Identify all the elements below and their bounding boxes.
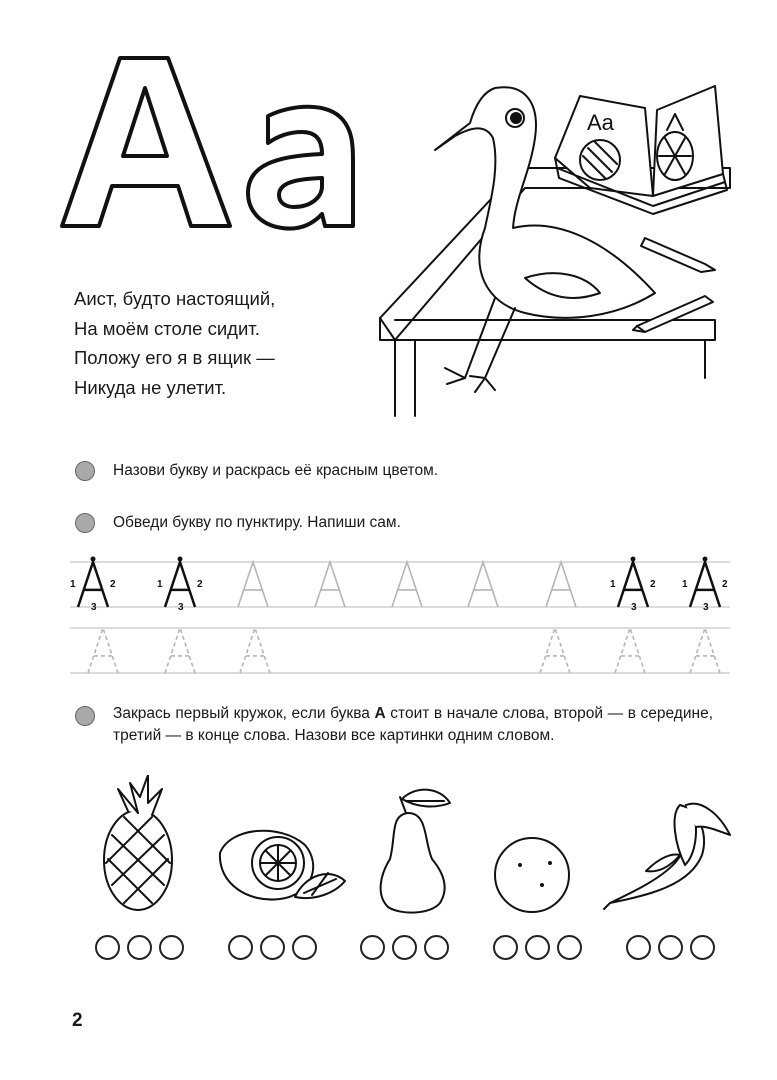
stroke-label-1: 1: [610, 579, 616, 590]
poem-line: Аист, будто настоящий,: [74, 288, 276, 309]
tracing-outline-letter: [392, 562, 422, 607]
answer-circles-3: [360, 935, 449, 960]
lemon-icon: [220, 831, 345, 900]
task3-text: [113, 703, 713, 747]
tracing-dashed-letter: [540, 628, 570, 673]
book-letters: Aa: [587, 110, 614, 135]
task3-letter: А: [374, 705, 386, 722]
tracing-dashed-letter: [88, 628, 118, 673]
tracing-dashed-letter: [165, 628, 195, 673]
poem-line: На моём столе сидит.: [74, 317, 260, 339]
answer-circles-2: [228, 935, 317, 960]
answer-circle-beginning[interactable]: [360, 935, 385, 960]
banana-icon: [604, 804, 730, 909]
stroke-label-1: 1: [157, 579, 163, 590]
tracing-area: [70, 550, 730, 685]
tracing-dashed-letter: [690, 628, 720, 673]
answer-circle-beginning[interactable]: [95, 935, 120, 960]
stroke-label-1: 1: [682, 579, 688, 590]
big-letters-aa: [60, 40, 370, 240]
answer-circle-beginning[interactable]: [228, 935, 253, 960]
stroke-label-2: 2: [722, 579, 728, 590]
answer-circles-4: [493, 935, 582, 960]
fruits-row: [90, 775, 750, 915]
tracing-guide-letter: [610, 557, 656, 614]
stroke-label-2: 2: [650, 579, 656, 590]
tracing-guide-letter: [682, 557, 728, 614]
stroke-start-dot: [703, 557, 708, 562]
stroke-label-2: 2: [197, 579, 203, 590]
poem-line: Положу его я в ящик —: [74, 347, 275, 368]
task3-text-after: стоит в начале слова, второй — в середине, третий — в конце слова. Назови все картинки одним словом.: [113, 705, 713, 744]
task1-text: Назови букву и раскрась её красным цветом.: [113, 462, 439, 479]
stroke-label-3: 3: [703, 602, 709, 613]
answer-circle-beginning[interactable]: [626, 935, 651, 960]
answer-circle-end[interactable]: [292, 935, 317, 960]
task2-bullet: [75, 513, 95, 533]
answer-circle-end[interactable]: [557, 935, 582, 960]
big-letter-upper-a: [62, 58, 230, 226]
answer-circle-end[interactable]: [424, 935, 449, 960]
answer-circle-middle[interactable]: [260, 935, 285, 960]
tracing-guide-letter: [157, 557, 203, 614]
tracing-outline-letter: [468, 562, 498, 607]
stroke-start-dot: [631, 557, 636, 562]
answer-circles-5: [626, 935, 715, 960]
pencil-icon: [641, 238, 715, 272]
answer-circle-end[interactable]: [159, 935, 184, 960]
tracing-outline-letter: [238, 562, 268, 607]
stroke-label-2: 2: [110, 579, 116, 590]
big-letter-lower-a: [248, 107, 353, 229]
pineapple-icon: [104, 775, 172, 910]
task1-bullet: [75, 461, 95, 481]
task3-text-before: Закрась первый кружок, если буква: [113, 705, 375, 722]
task2-text: Обведи букву по пунктиру. Напиши сам.: [113, 514, 401, 531]
stroke-start-dot: [178, 557, 183, 562]
answer-circle-end[interactable]: [690, 935, 715, 960]
answer-circle-middle[interactable]: [525, 935, 550, 960]
stroke-label-3: 3: [91, 602, 97, 613]
stroke-label-3: 3: [178, 602, 184, 613]
tracing-dashed-letter: [240, 628, 270, 673]
tracing-guide-letter: [70, 557, 116, 614]
answer-circle-middle[interactable]: [127, 935, 152, 960]
answer-circle-middle[interactable]: [658, 935, 683, 960]
answer-circle-beginning[interactable]: [493, 935, 518, 960]
poem-line: Никуда не улетит.: [74, 376, 227, 398]
stroke-start-dot: [91, 557, 96, 562]
stork-illustration: [375, 78, 735, 420]
orange-icon: [495, 838, 569, 912]
poem: [74, 284, 275, 402]
answer-circles-1: [95, 935, 184, 960]
tracing-outline-letter: [315, 562, 345, 607]
tracing-dashed-letter: [615, 628, 645, 673]
task3-bullet: [75, 706, 95, 726]
book-icon: [555, 86, 727, 214]
answer-circle-middle[interactable]: [392, 935, 417, 960]
pen-icon: [633, 296, 713, 332]
pear-icon: [381, 790, 450, 913]
stroke-label-1: 1: [70, 579, 76, 590]
page-number: 2: [72, 1010, 83, 1031]
stroke-label-3: 3: [631, 602, 637, 613]
tracing-outline-letter: [546, 562, 576, 607]
